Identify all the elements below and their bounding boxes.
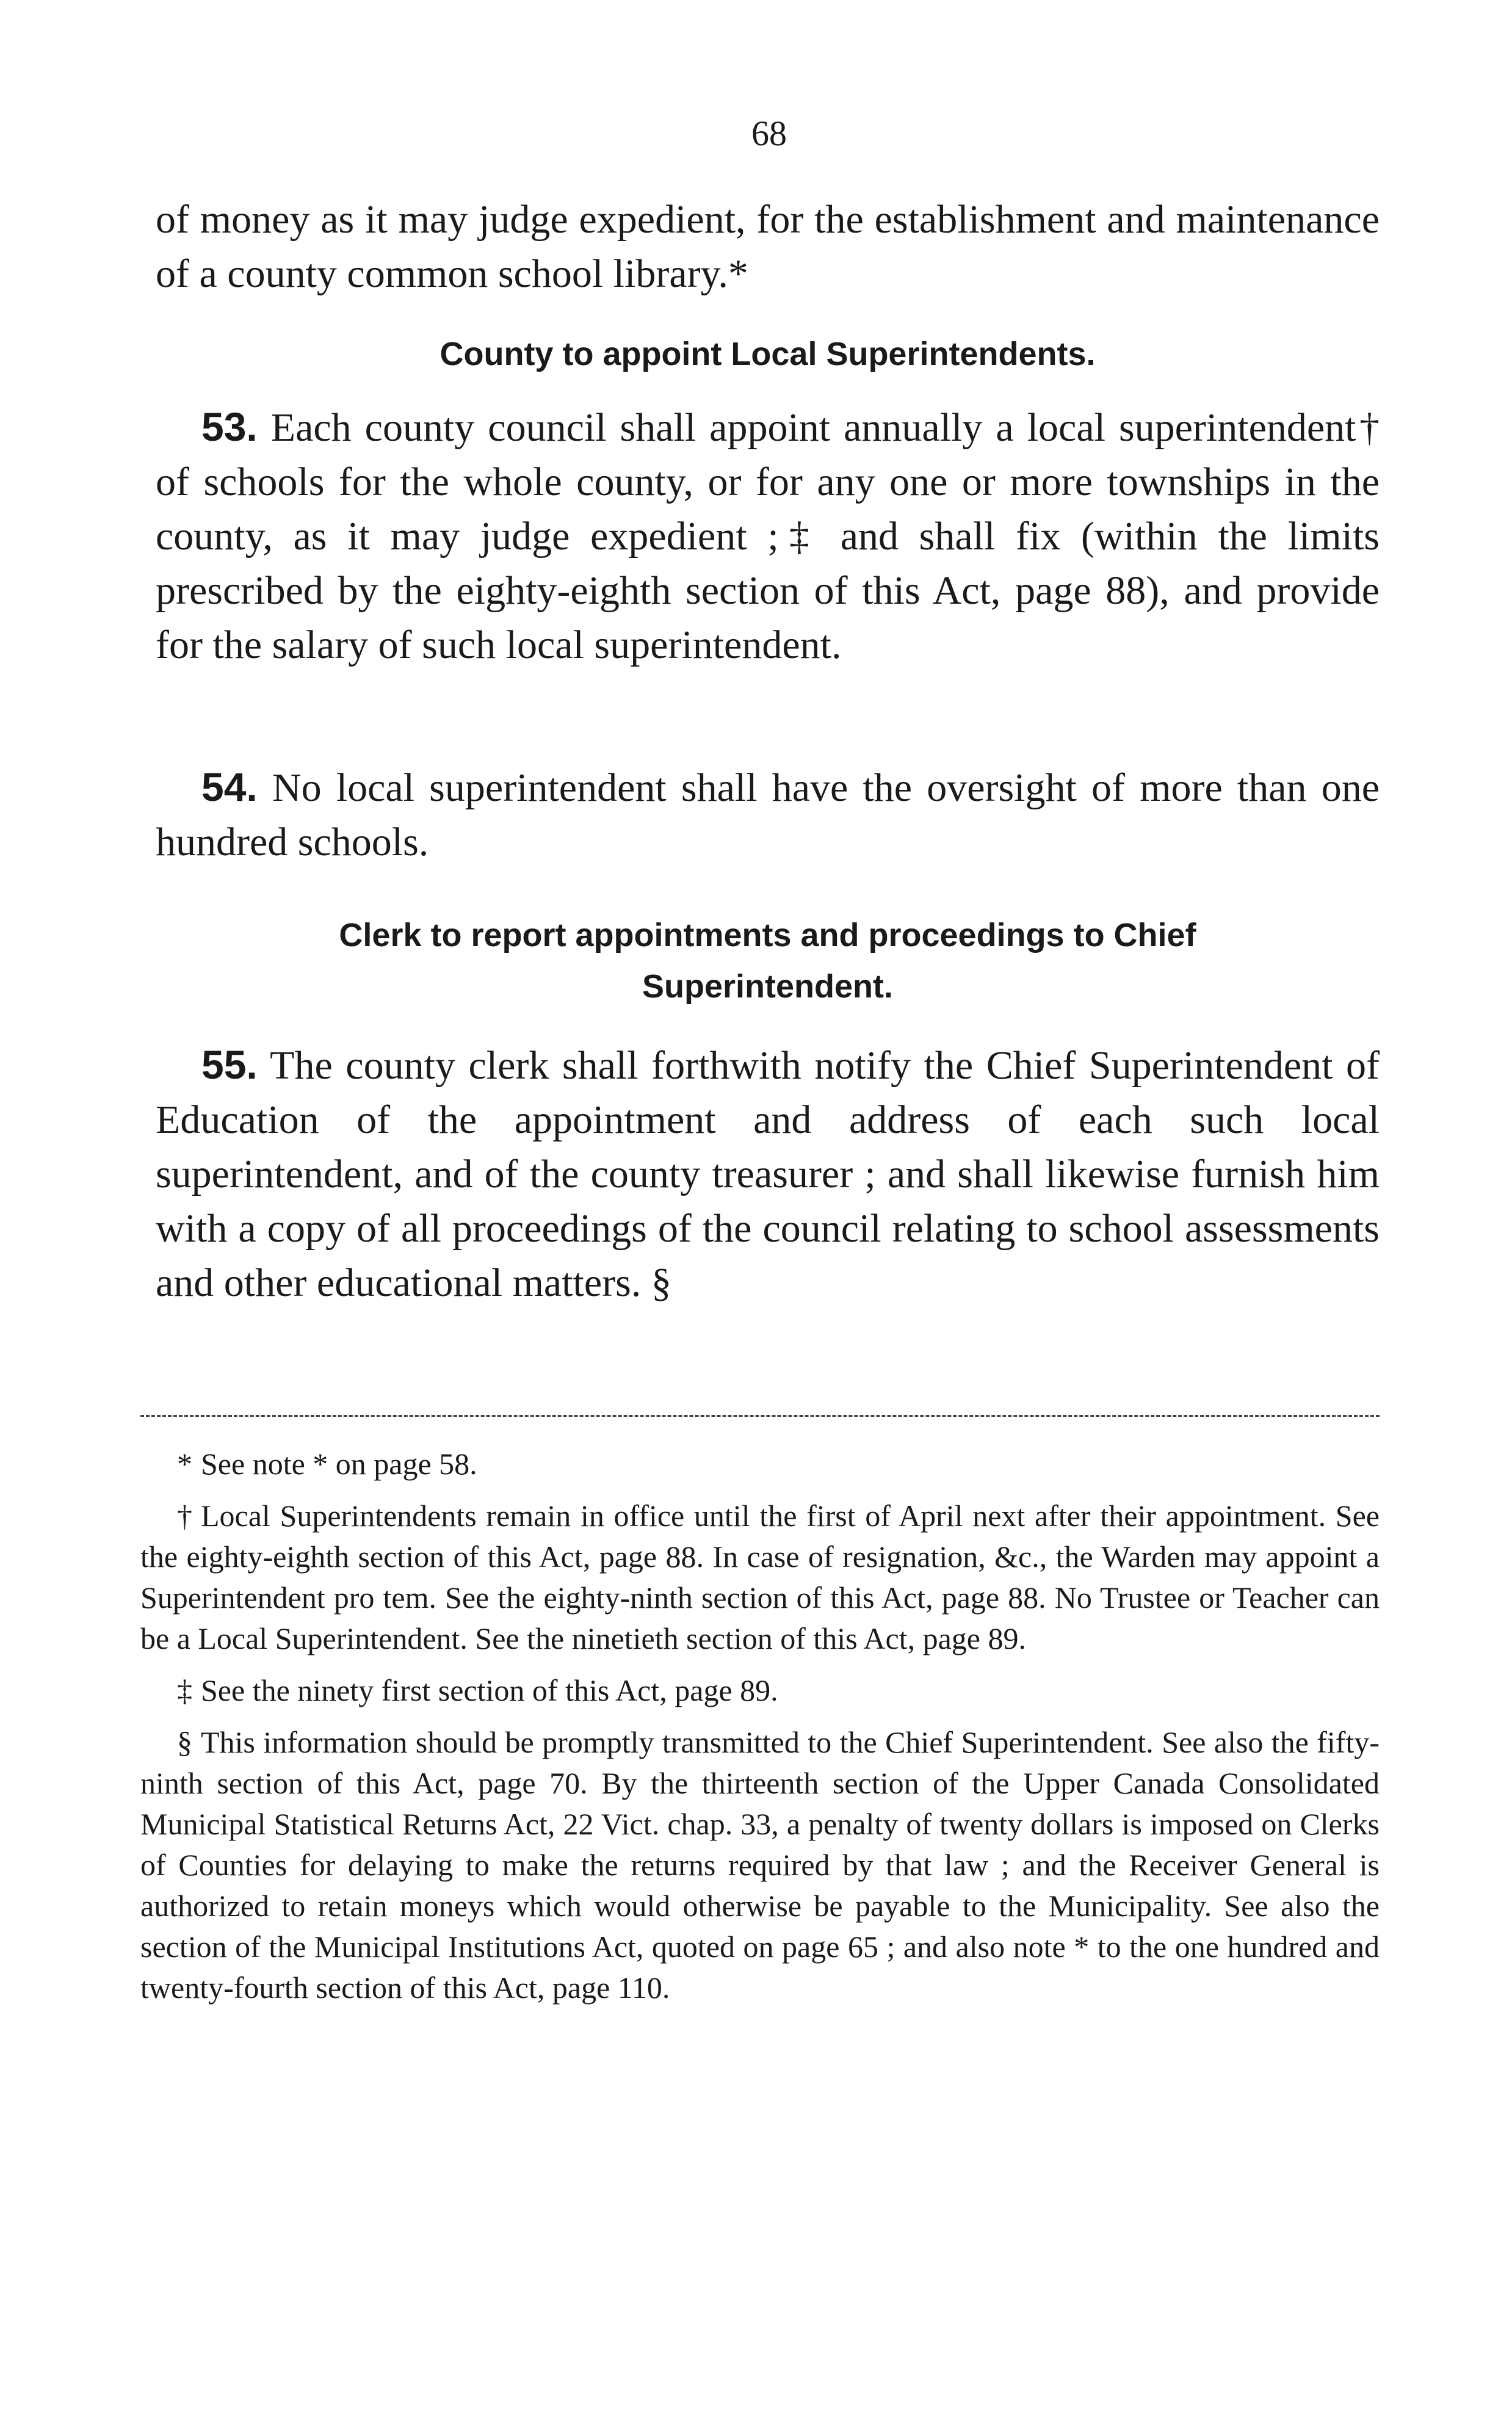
footnote-text: Local Superintendents remain in office until the first of April next after their appointment. See the eighty-eighth section of this Act, page 88. In case of resignation, &c., the Warden may appoint a Superintendent pro tem. See the eighty-ninth section of this Act, page 88. No Trustee or Teacher can be a Local Superintendent. See the ninetieth section of this Act, page 89.	[140, 1499, 1380, 1655]
footnote	[140, 1670, 1380, 1711]
section-55	[156, 1038, 1380, 1310]
section-heading-local-superintendents: County to appoint Local Superintendents.	[439, 336, 1096, 372]
page-number: 68	[751, 114, 787, 153]
section-number: 53.	[201, 404, 258, 449]
section-number: 54.	[201, 764, 258, 809]
footnote-text: See note * on page 58.	[201, 1447, 477, 1481]
continuation-paragraph: of money as it may judge expedient, for the establishment and maintenance of a county common school library.*	[156, 197, 1380, 296]
footnote-mark: ‡	[177, 1673, 192, 1707]
footnote-mark: †	[177, 1499, 192, 1533]
footnote	[140, 1444, 1380, 1485]
footnote-divider	[140, 1415, 1380, 1417]
footnote-mark: §	[177, 1725, 192, 1759]
footnote-text: This information should be promptly transmitted to the Chief Superintendent. See also the fifty-ninth section of this Act, page 70. By the thirteenth section of the Upper Canada Consolidated Municipal Statistical Returns Act, 22 Vict. chap. 33, a penalty of twenty dollars is imposed on Clerks of Counties for delaying to make the returns required by that law ; and the Receiver General is authorized to retain moneys which would otherwise be payable to the Municipality. See also the section of the Municipal Institutions Act, quoted on page 65 ; and also note * to the one hundred and twenty-fourth section of this Act, page 110.	[140, 1725, 1380, 2005]
section-text: Each county council shall appoint annually a local superintendent† of schools for the whole county, or for any one or more townships in the county, as it may judge expedient ;‡ and shall fix (within the limits prescribed by the eighty-eighth section of this Act, page 88), and provide for the salary of such local superintendent.	[156, 405, 1380, 667]
section-heading-clerk-report: Clerk to report appointments and proceedings to Chief Superintendent.	[339, 917, 1196, 1005]
section-number: 55.	[201, 1042, 258, 1087]
footnotes	[140, 1444, 1380, 2019]
footnote	[140, 1722, 1380, 2008]
section-text: The county clerk shall forthwith notify the Chief Superintendent of Education of the appointment and address of each such local superintendent, and of the county treasurer ; and shall likewise furnish him with a copy of all proceedings of the council relating to school assessments and other educational matters. §	[156, 1043, 1380, 1305]
section-53	[156, 400, 1380, 672]
section-text: No local superintendent shall have the oversight of more than one hundred schools.	[156, 765, 1380, 864]
footnote	[140, 1496, 1380, 1659]
footnote-text: See the ninety first section of this Act, page 89.	[201, 1673, 778, 1707]
footnote-mark: *	[177, 1447, 192, 1481]
section-54	[156, 760, 1380, 869]
